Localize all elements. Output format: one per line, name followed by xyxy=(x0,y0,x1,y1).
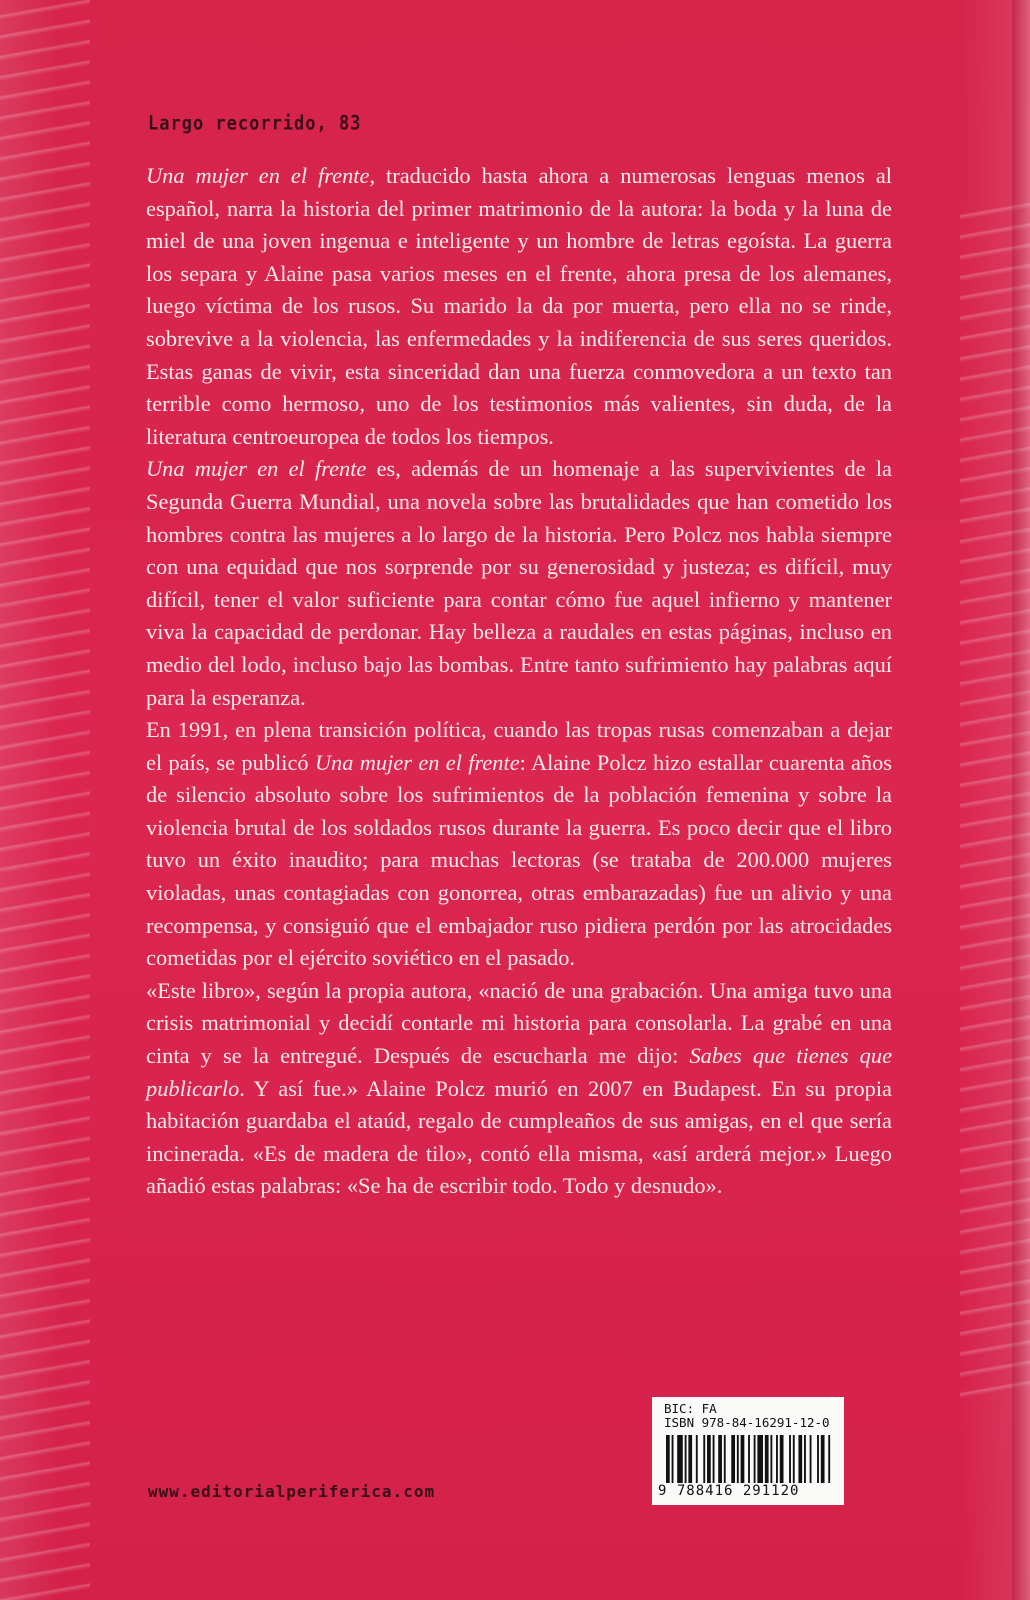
barcode-bar xyxy=(666,1435,670,1483)
blurb-text-run: : Alaine Polcz hizo estallar cuarenta años de silencio absoluto sobre los sufrimientos de la población femenina y sobre la violencia brutal de los soldados rusos durante la guerra. Es poco decir que el libro tuvo un éxito inaudito; para muchas lectoras (se trataba de 200.000 mujeres violadas, unas contagiadas con gonorrea, otras embarazadas) fue un alivio y una recompensa, y consiguió que el embajador ruso pidiera perdón por las atrocidades cometidas por el ejército soviético en el pasado. xyxy=(146,749,892,971)
barcode-bar xyxy=(793,1435,795,1483)
barcode-bar xyxy=(754,1435,756,1483)
barcode-bar xyxy=(741,1435,745,1483)
barcode-bar xyxy=(731,1435,735,1483)
barcode-bar xyxy=(703,1435,705,1483)
barcode-bar xyxy=(817,1435,819,1483)
blurb-text-run: En 1991, en plena transición política, cuando las tropas rusas comenzaban a dejar el país, se publicó xyxy=(146,717,892,775)
barcode-bar xyxy=(748,1435,750,1483)
barcode-bar xyxy=(685,1435,687,1483)
barcode-bar xyxy=(672,1435,674,1483)
barcode-bar xyxy=(828,1435,830,1483)
barcode-bar xyxy=(757,1435,763,1483)
book-title-italic: Sabes que tienes que publicarlo xyxy=(146,1043,893,1101)
barcode-bar xyxy=(713,1435,715,1483)
blurb-text-run: , traducido hasta ahora a numerosas lenguas menos al español, narra la historia del primer matrimonio de la autora: la boda y la luna de miel de una joven ingenua e inteligente y un hombre de letras egoísta. La guerra los separa y Alaine pasa varios meses en el frente, ahora presa de los alemanes, luego víctima de los rusos. Su marido la da por muerta, pero ella no se rinde, sobrevive a la violencia, las enfermedades y la indiferencia de sus seres queridos. Estas ganas de vivir, esta sinceridad dan una fuerza conmovedora a un texto tan terrible como hermoso, uno de los testimonios más valientes, sin duda, de la literatura centroeuropea de todos los tiempos. xyxy=(146,163,892,449)
barcode-bar xyxy=(804,1435,806,1483)
blurb-text-run: «Este libro», según la propia autora, «nació de una grabación. Una amiga tuvo una crisis matrimonial y decidí contarle mi historia para consolarla. La grabé en una cinta y se la entregué. Después de escucharla me dijo: xyxy=(146,977,892,1069)
blurb-paragraph xyxy=(146,714,892,975)
barcode-bar xyxy=(798,1435,802,1483)
blurb-text-run: es, además de un homenaje a las supervivientes de la Segunda Guerra Mundial, una novela sobre las brutalidades que han cometido los hombres contra las mujeres a lo largo de la historia. Pero Polcz nos habla siempre con una equidad que nos sorprende por su generosidad y justeza; es difícil, muy difícil, tener el valor suficiente para contar cómo fue aquel infierno y mantener viva la capacidad de perdonar. Hay belleza a raudales en estas páginas, incluso en medio del lodo, incluso bajo las bombas. Entre tanto sufrimiento hay palabras aquí para la esperanza. xyxy=(146,456,892,710)
blurb-paragraph xyxy=(146,975,892,1203)
book-title-italic: Una mujer en el frente xyxy=(146,163,370,188)
plastic-wrap-sheen-left xyxy=(0,0,90,1600)
barcode-bar xyxy=(821,1435,825,1483)
barcode-label xyxy=(652,1397,844,1505)
barcode-bar xyxy=(770,1435,772,1483)
isbn-code: ISBN 978-84-16291-12-0 xyxy=(664,1415,830,1430)
bic-code: BIC: FA xyxy=(664,1401,717,1416)
book-title-italic: Una mujer en el frente xyxy=(314,749,520,775)
barcode-bar xyxy=(776,1435,778,1483)
blurb-text xyxy=(146,160,892,1203)
barcode-bar xyxy=(696,1435,698,1483)
barcode-bar xyxy=(688,1435,692,1483)
barcode-bar xyxy=(810,1435,812,1483)
blurb-text-run: . Y así fue.» Alaine Polcz murió en 2007 en Budapest. En su propia habitación guardaba el ataúd, regalo de cumpleaños de sus amigas, en el que sería incinerada. «Es de madera de tilo», contó ella misma, «así arderá mejor.» Luego añadió estas palabras: «Se ha de escribir todo. Todo y desnudo». xyxy=(146,1075,892,1199)
publisher-website: www.editorialperiferica.com xyxy=(148,1482,436,1501)
cover-edge xyxy=(1012,0,1030,1600)
barcode-bar xyxy=(737,1435,739,1483)
barcode-bars xyxy=(666,1435,832,1483)
barcode-digits: 9 788416 291120 xyxy=(658,1483,800,1499)
barcode-bar xyxy=(707,1435,711,1483)
barcode-bar xyxy=(724,1435,726,1483)
barcode-bar xyxy=(765,1435,769,1483)
barcode-bar xyxy=(780,1435,784,1483)
book-title-italic: Una mujer en el frente xyxy=(146,456,367,482)
blurb-paragraph xyxy=(146,453,892,714)
barcode-bar xyxy=(677,1435,683,1483)
blurb-paragraph xyxy=(146,160,892,453)
barcode-bar xyxy=(718,1435,722,1483)
series-label: Largo recorrido, 83 xyxy=(148,112,362,135)
barcode-bar xyxy=(789,1435,791,1483)
